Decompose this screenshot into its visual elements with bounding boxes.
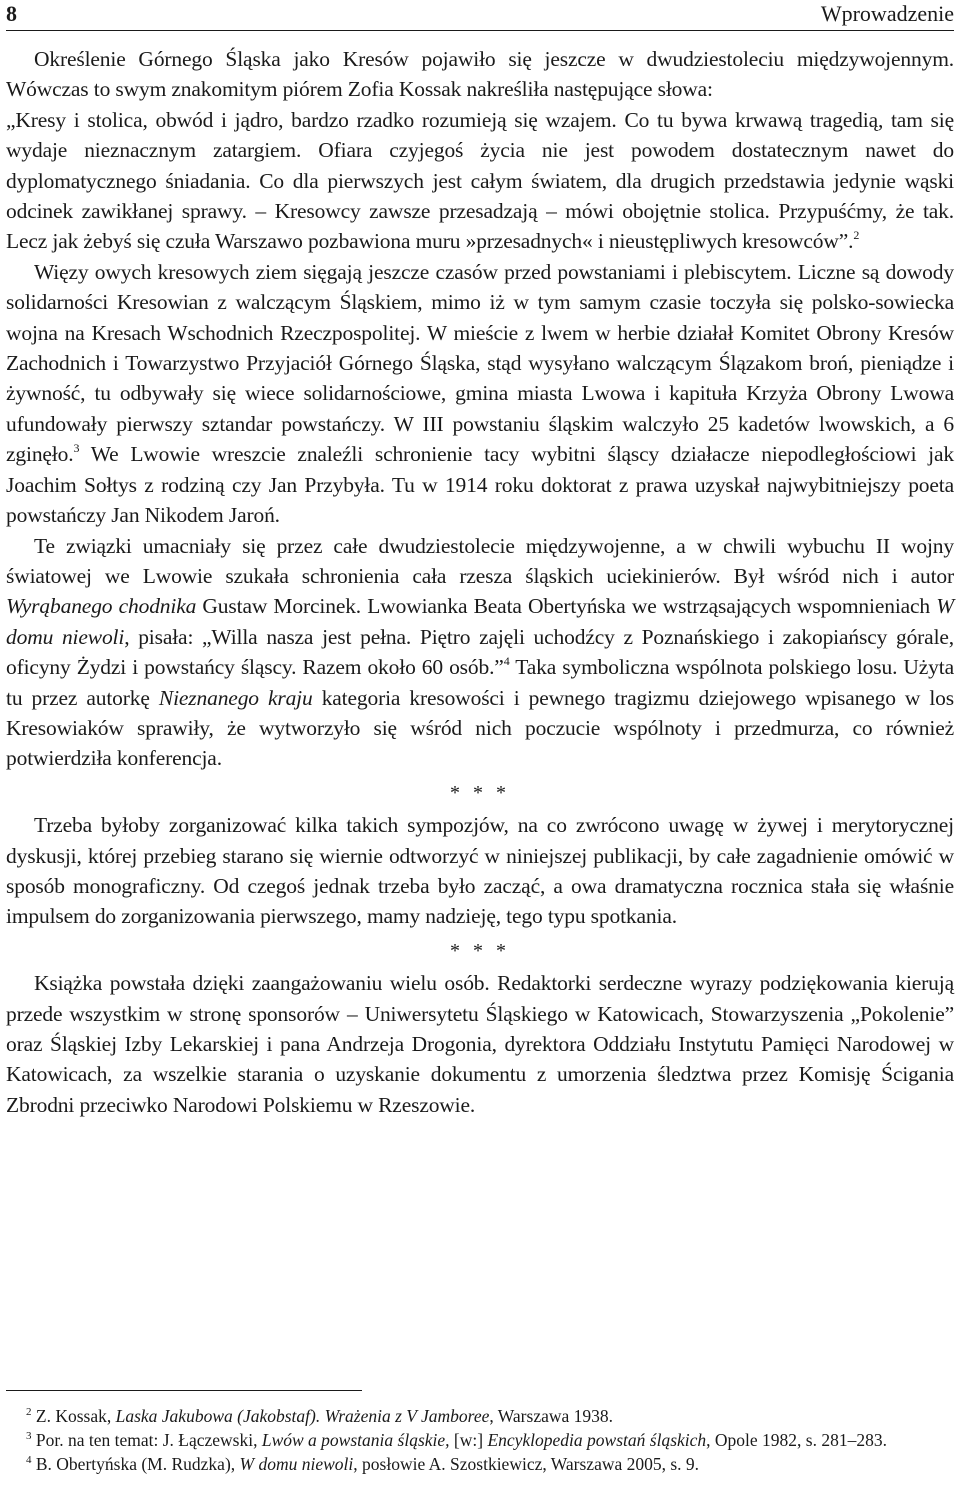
quote-paragraph: „Kresy i stolica, obwód i jądro, bardzo rzadko rozumieją się wzajem. Co tu bywa krwawą tragedią, tam się wydaje nieznacznym zatargiem. Ofiara czyjegoś życia nie jest powodem dostatecznym nawet do dyplomatycznego śniadania. Co dla pierwszych jest całym światem, dla drugich przedstawia jedynie wąski odcinek zawikłanej sprawy. – Kresowcy zawsze przesadzają – mówi obojętnie stolica. Przypuśćmy, że tak. Lecz jak żebyś się czuła Warszawo pozbawiona muru »przesadnych« i nieustępliwych kresowców”.$^2$: [6, 107, 954, 254]
section-separator: * * *: [450, 781, 510, 804]
section-separator: * * *: [450, 939, 510, 962]
paragraph-6: Książka powstała dzięki zaangażowaniu wielu osób. Redaktorki serdeczne wyrazy podziękowania kierują przede wszystkim w stronę sponsorów – Uniwersytetu Śląskiego w Katowicach, Stowarzyszenia „Pokolenie” oraz Śląskiej Izby Lekarskiej i pana Andrzeja Drogonia, dyrektora Oddziału Instytutu Pamięci Narodowej w Katowicach, za wszelkie starania o uzyskanie dokumentu z umorzenia śledztwa przez Komisję Ścigania Zbrodni przeciwko Narodowi Polskiemu w Rzeszowie.: [6, 971, 954, 1117]
body-text: [6, 44, 954, 1120]
footnote-3: $^3$ Por. na ten temat: J. Łączewski, Lwów a powstania śląskie, [w:] Encyklopedia powstań śląskich, Opole 1982, s. 281–283.: [26, 1430, 887, 1450]
paragraph-3: Więzy owych kresowych ziem sięgają jeszcze czasów przed powstaniami i plebiscytem. Liczne są dowody solidarności Kresowian z walczącym Śląskiem, mimo iż w tym samym czasie toczyła się polsko-sowiecka wojna na Kresach Wschodnich Rzeczpospolitej. W mieście z lwem w herbie działał Komitet Obrony Kresów Zachodnich i Towarzystwo Przyjaciół Górnego Śląska, stąd wysyłano walczącym Ślązakom broń, pieniądze i żywność, tu odbywały się wiece solidarnościowe, gmina miasta Lwowa i kapituła Krzyża Obrony Lwowa ufundowały pierwszy sztandar powstańczy. W III powstaniu śląskim walczyło 25 kadetów lwowskich, a 6 zginęło.$^3$ We Lwowie wreszcie znaleźli schronienie tacy wybitni śląscy działacze niepodległościowi jak Joachim Sołtys z rodziną czy Jan Przybyła. Tu w 1914 roku doktorat z prawa uzyskał najwybitniejszy poeta powstańczy Jan Nikodem Jaroń.: [6, 259, 954, 528]
footnote-ref-2[interactable]: 2: [853, 228, 860, 243]
footnotes: [6, 1404, 954, 1476]
paragraph-4: Te związki umacniały się przez całe dwudziestolecie międzywojenne, a w chwili wybuchu II wojny światowej we Lwowie szukała schronienia cała rzesza śląskich uciekinierów. Był wśród nich i autor Wyrąbanego chodnika Gustaw Morcinek. Lwowianka Beata Obertyńska we wstrząsających wspomnieniach W domu niewoli, pisała: „Willa nasza jest pełna. Piętro zajęli uchodźcy z Poznańskiego i zakopiańscy górale, oficyny Żydzi i powstańcy śląscy. Razem około 60 osób.”$^4$ Taka symboliczna wspólnota polskiego losu. Użyta tu przez autorkę Nieznanego kraju kategoria kresowości i pewnego tragizmu dziejowego wpisanego w los Kresowiaków sprawiły, że wytworzyło się wśród nich poczucie wspólnoty i przedmurza, co również potwierdziła konferencja.: [6, 533, 955, 771]
paragraph-5: Trzeba byłoby zorganizować kilka takich sympozjów, na co zwrócono uwagę w żywej i merytorycznej dyskusji, której przebieg starano się wiernie odtworzyć w niniejszej publikacji, by całe zagadnienie omówić w sposób monograficzny. Od czegoś jednak trzeba było zacząć, a owa dramatyczna rocznica stała się właśnie impulsem do zorganizowania pierwszego, mamy nadzieję, tego typu spotkania.: [6, 813, 954, 929]
book-title: W domu niewoli: [6, 594, 954, 649]
book-title: Wyrąbanego chodnika: [6, 594, 197, 619]
footnote-ref-3[interactable]: 3: [73, 441, 80, 456]
paragraph-1: Określenie Górnego Śląska jako Kresów pojawiło się jeszcze w dwudziestoleciu międzywojennym. Wówczas to swym znakomitym piórem Zofia Kossak nakreśliła następujące słowa:: [6, 47, 954, 102]
running-title: Wprowadzenie: [820, 1, 954, 26]
page-number: 8: [6, 1, 17, 26]
footnote-ref-4[interactable]: 4: [503, 654, 510, 669]
footnote-rule: [6, 1390, 362, 1391]
footnote-2: $^2$ Z. Kossak, Laska Jakubowa (Jakobstaf). Wrażenia z V Jamboree, Warszawa 1938.: [26, 1406, 614, 1426]
book-title: Nieznanego kraju: [158, 685, 313, 710]
page-header: [6, 0, 954, 31]
footnote-4: $^4$ B. Obertyńska (M. Rudzka), W domu niewoli, posłowie A. Szostkiewicz, Warszawa 2005, s. 9.: [26, 1454, 700, 1474]
